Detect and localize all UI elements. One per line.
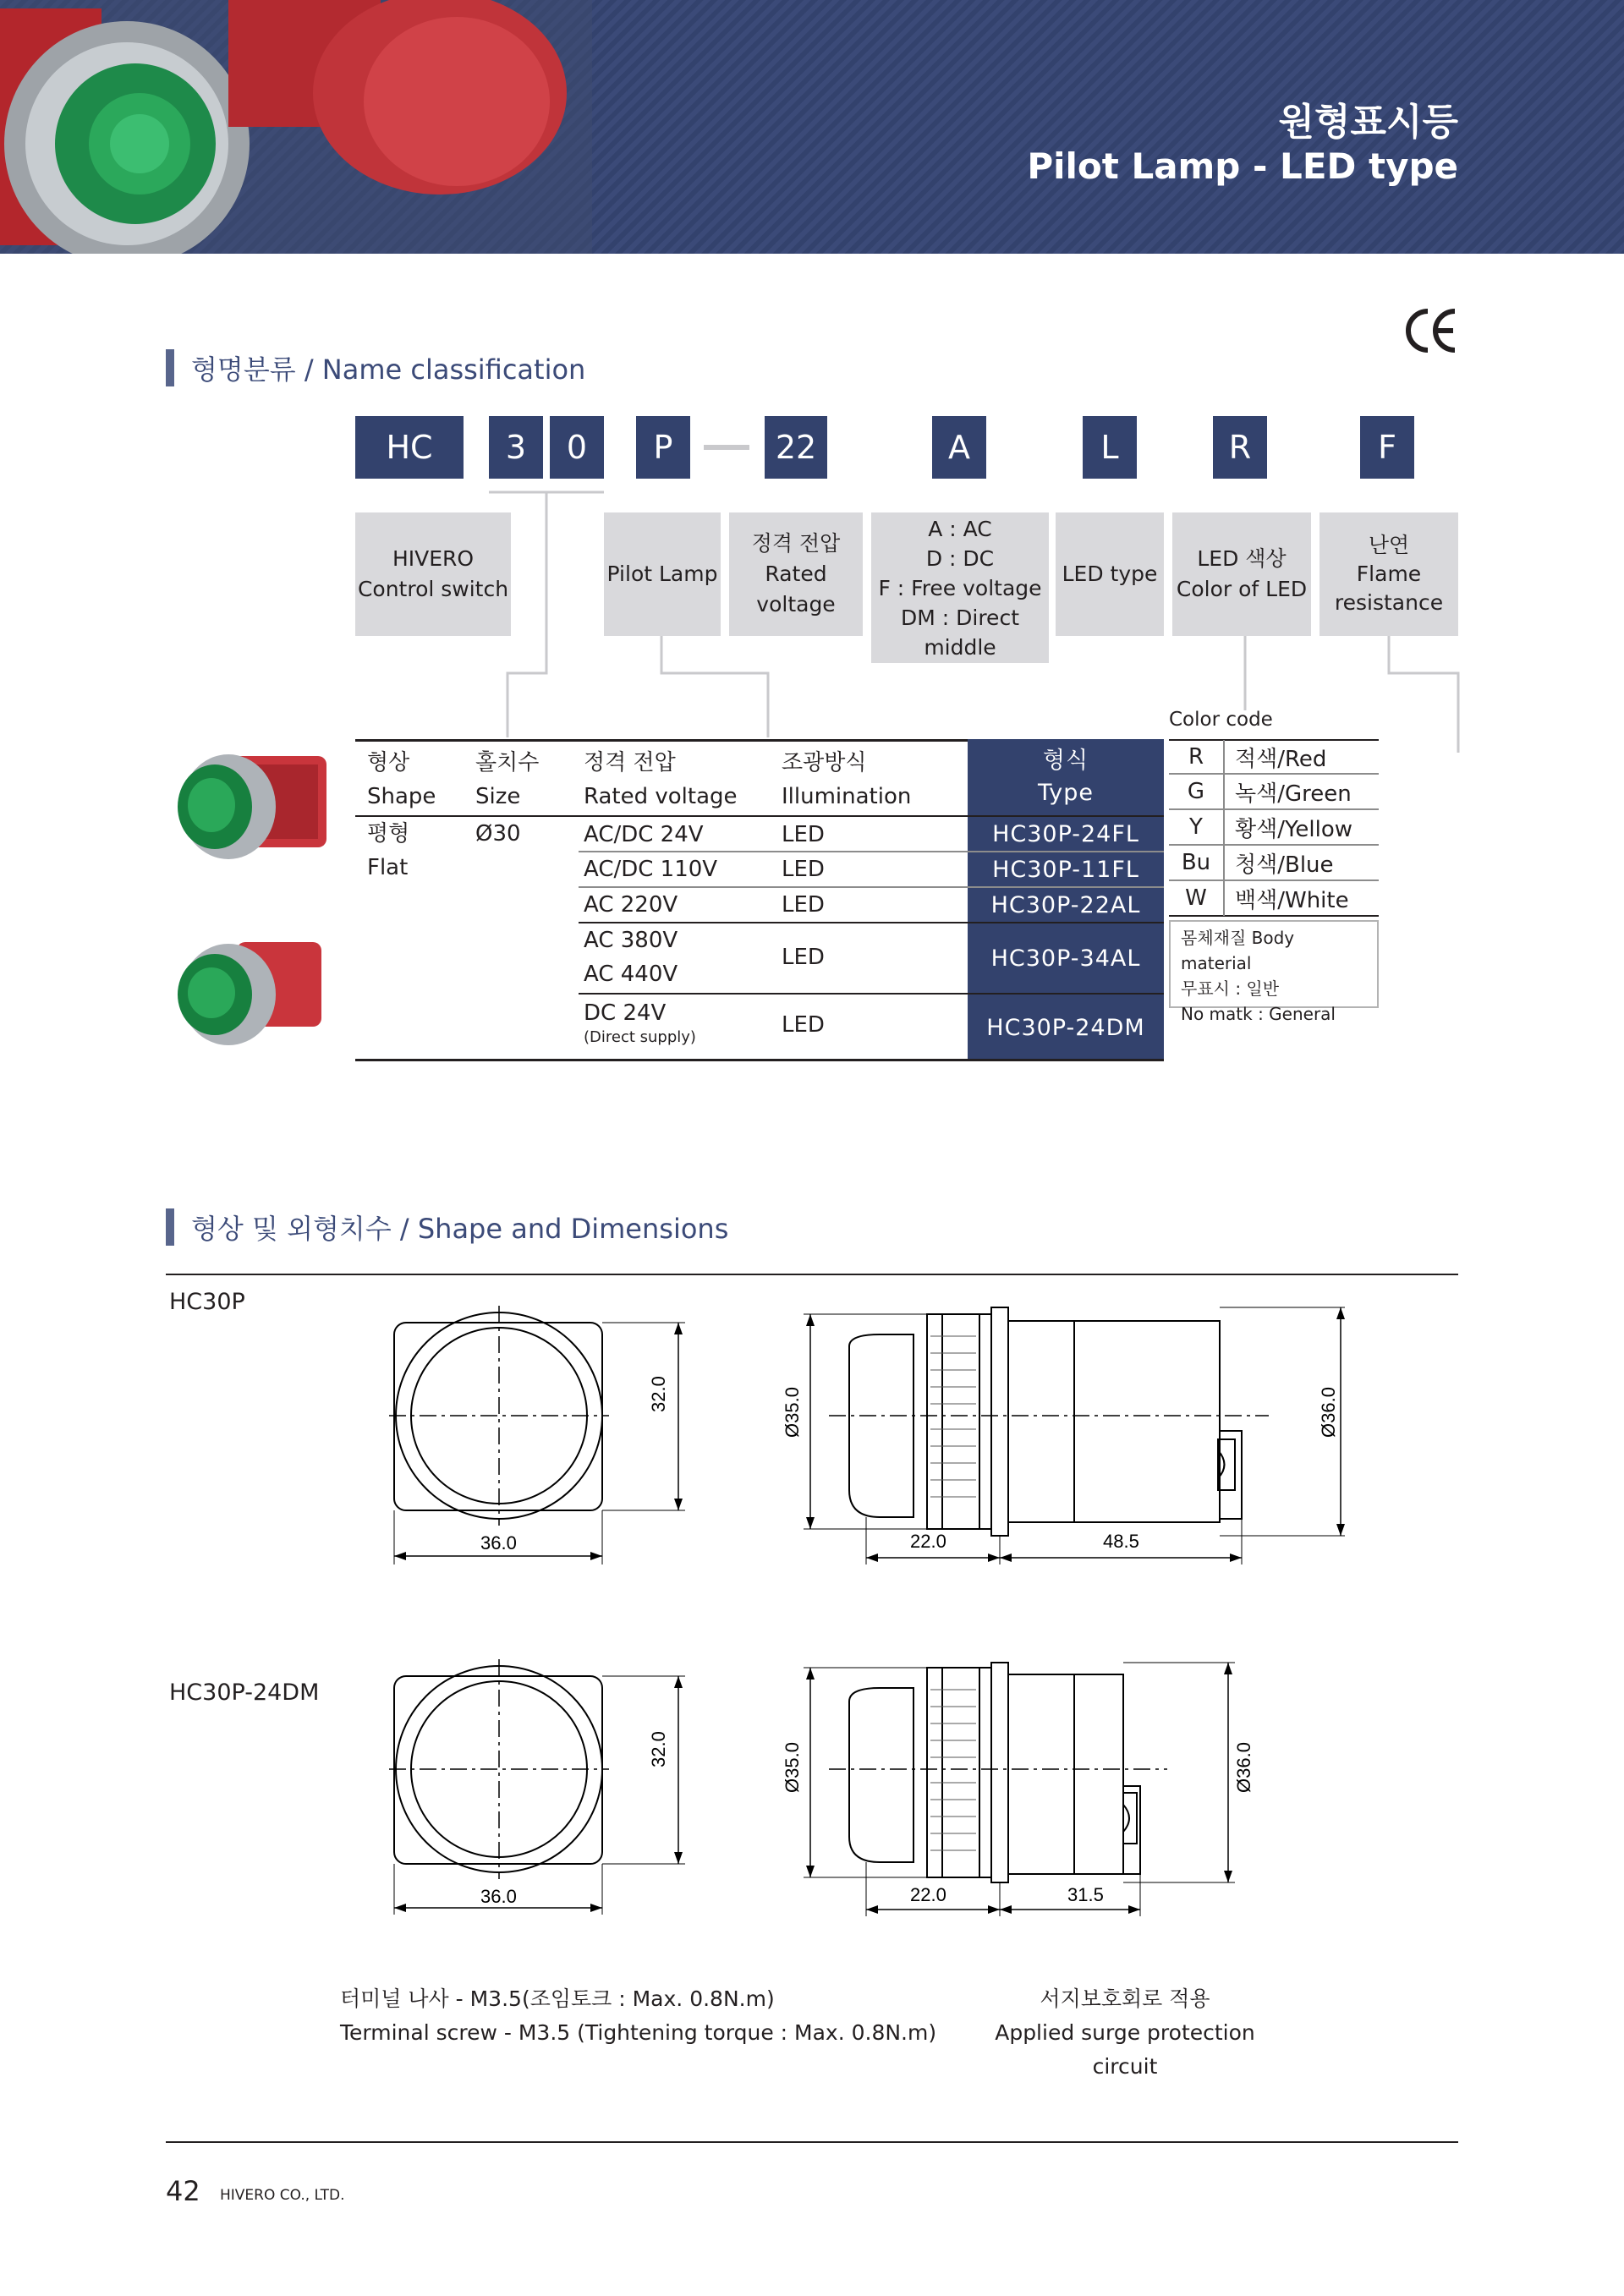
dim-side-len1-1: 22.0 <box>910 1531 946 1552</box>
color-code-key: Y <box>1169 809 1225 845</box>
color-code-row <box>1169 775 1379 810</box>
header-size-kr: 홀치수 <box>475 750 540 775</box>
code-box-3: 3 <box>489 416 543 479</box>
color-code-name: 적색/Red <box>1235 746 1327 772</box>
color-code-table <box>1169 741 1379 917</box>
desc-hivero-line1: HIVERO <box>392 546 475 571</box>
body-material-box <box>1169 920 1379 1024</box>
product-photo-banner <box>0 0 592 254</box>
dim-side-dia2-2: Ø36.0 <box>1233 1742 1254 1793</box>
page-title-en: Pilot Lamp - LED type <box>1027 145 1458 187</box>
desc-flame-line3: resistance <box>1334 590 1444 615</box>
code-box-0: 0 <box>550 416 604 479</box>
desc-led-type-line1: LED type <box>1062 562 1158 586</box>
desc-voltage-type-free: F : Free voltage <box>878 575 1042 600</box>
body-material-en: No matk : General <box>1181 1004 1336 1024</box>
desc-hivero-line2: Control switch <box>357 577 509 601</box>
front-view-drawing-1 <box>372 1285 710 1564</box>
row1-type: HC30P-24FL <box>968 817 1164 851</box>
dim-side-dia1-2: Ø35.0 <box>782 1742 803 1793</box>
section-title-text: 형명분류 / Name classification <box>191 353 586 386</box>
section-bar <box>166 349 174 386</box>
dim-side-len2-2: 31.5 <box>1067 1884 1104 1905</box>
color-code-title: Color code <box>1169 709 1273 731</box>
color-code-key: W <box>1169 880 1225 916</box>
front-view-drawing-2 <box>372 1644 710 1923</box>
desc-voltage-type-middle: middle <box>924 634 996 660</box>
dim-front-width-2: 36.0 <box>480 1886 517 1907</box>
row3-illum: LED <box>782 892 825 918</box>
connector-lines <box>0 482 1624 753</box>
color-code-name: 백색/White <box>1235 887 1349 913</box>
side-view-drawing-1 <box>795 1285 1370 1564</box>
desc-flame-line2: Flame <box>1356 562 1422 586</box>
color-code-name: 황색/Yellow <box>1235 816 1353 842</box>
desc-voltage-type-ac: A : AC <box>928 516 992 541</box>
side-view-drawing-2 <box>795 1644 1269 1923</box>
table-shape-value <box>367 817 409 885</box>
desc-flame-line1: 난연 <box>1368 533 1410 557</box>
header-shape-en: Shape <box>367 784 436 809</box>
section-title-text: 형상 및 외형치수 / Shape and Dimensions <box>191 1213 729 1245</box>
section-rule <box>166 1274 1458 1275</box>
color-code-row <box>1169 846 1379 881</box>
table-header-illumination <box>782 746 911 814</box>
row3-voltage: AC 220V <box>584 892 678 918</box>
drawing-label-hc30p: HC30P <box>169 1289 245 1315</box>
surge-note-kr: 서지보호회로 적용 <box>1040 1986 1210 2011</box>
body-material-title: 몸체재질 Body material <box>1181 928 1295 973</box>
product-photo-24v <box>161 744 347 863</box>
code-box-p: P <box>636 416 690 479</box>
row2-voltage: AC/DC 110V <box>584 857 718 882</box>
color-code-key: Bu <box>1169 845 1225 880</box>
table-header-shape <box>367 746 436 814</box>
dim-front-height-2: 32.0 <box>648 1731 669 1767</box>
row1-illum: LED <box>782 822 825 847</box>
desc-led-color-line1: LED 색상 <box>1197 546 1287 571</box>
row1-voltage: AC/DC 24V <box>584 822 704 847</box>
header-size-en: Size <box>475 784 521 809</box>
terminal-note-kr: 터미널 나사 - M3.5(조임토크 : Max. 0.8N.m) <box>340 1986 775 2011</box>
desc-pilot-lamp-line1: Pilot Lamp <box>606 562 718 586</box>
surge-note <box>973 1982 1277 2084</box>
footer-company: HIVERO CO., LTD. <box>220 2187 345 2204</box>
row4-voltage-1: AC 380V <box>584 928 678 953</box>
row5-note: (Direct supply) <box>584 1028 696 1046</box>
table-header-voltage <box>584 746 738 814</box>
code-box-22: 22 <box>765 416 827 479</box>
shape-value-kr: 평형 <box>367 821 410 847</box>
row5-illum: LED <box>782 1012 825 1038</box>
color-code-row <box>1169 810 1379 846</box>
row4-type: HC30P-34AL <box>968 923 1164 993</box>
row5-voltage: DC 24V <box>584 1000 667 1026</box>
color-code-row <box>1169 881 1379 917</box>
dim-side-dia1-1: Ø35.0 <box>782 1387 803 1438</box>
row3-type: HC30P-22AL <box>968 888 1164 922</box>
dim-side-len1-2: 22.0 <box>910 1884 946 1905</box>
dim-side-len2-1: 48.5 <box>1103 1531 1139 1552</box>
section-title-shape-dimensions <box>166 1208 728 1247</box>
row4-voltage-2: AC 440V <box>584 962 678 987</box>
terminal-note <box>340 1982 936 2050</box>
code-box-f: F <box>1360 416 1414 479</box>
row4-voltage <box>584 923 678 991</box>
dim-front-height-1: 32.0 <box>648 1376 669 1412</box>
header-type-en: Type <box>1037 780 1094 806</box>
body-material-kr: 무표시 : 일반 <box>1181 978 1280 999</box>
header-voltage-kr: 정격 전압 <box>584 750 676 775</box>
desc-rated-voltage-line1: 정격 전압 <box>751 531 841 556</box>
code-box-r: R <box>1213 416 1267 479</box>
shape-value-en: Flat <box>367 855 409 880</box>
header-illum-en: Illumination <box>782 784 912 809</box>
dim-side-dia2-1: Ø36.0 <box>1318 1387 1339 1438</box>
ce-mark-icon <box>1404 306 1458 355</box>
desc-rated-voltage-line2: Rated voltage <box>756 562 836 616</box>
section-bar <box>166 1208 174 1246</box>
header-voltage-en: Rated voltage <box>584 784 738 809</box>
surge-note-en: Applied surge protection circuit <box>995 2020 1255 2079</box>
product-photo-24dm <box>161 930 347 1049</box>
table-header-size <box>475 746 539 814</box>
color-code-key: G <box>1169 774 1225 809</box>
code-dash <box>704 445 749 450</box>
terminal-note-en: Terminal screw - M3.5 (Tightening torque : Max. 0.8N.m) <box>340 2020 937 2045</box>
row5-type: HC30P-24DM <box>968 995 1164 1060</box>
row2-type: HC30P-11FL <box>968 852 1164 886</box>
header-shape-kr: 형상 <box>367 750 410 775</box>
code-box-l: L <box>1083 416 1137 479</box>
header-type-kr: 형식 <box>1042 748 1089 774</box>
header-banner <box>0 0 1624 254</box>
header-illum-kr: 조광방식 <box>782 750 867 775</box>
code-box-a: A <box>932 416 986 479</box>
table-bottom-rule <box>355 1059 1164 1061</box>
dim-front-width-1: 36.0 <box>480 1532 517 1553</box>
color-code-name: 녹색/Green <box>1235 781 1352 807</box>
code-box-hc: HC <box>355 416 464 479</box>
footer-rule <box>166 2141 1458 2143</box>
page-title-kr: 원형표시등 <box>1278 101 1458 144</box>
row2-illum: LED <box>782 857 825 882</box>
color-code-row <box>1169 741 1379 775</box>
page-number: 42 <box>166 2175 200 2207</box>
table-size-value: Ø30 <box>475 821 521 847</box>
drawing-label-hc30p-24dm: HC30P-24DM <box>169 1680 320 1706</box>
color-code-key: R <box>1169 740 1225 774</box>
desc-voltage-type-dc: D : DC <box>925 545 995 571</box>
section-title-name-classification <box>166 348 585 387</box>
color-code-name: 청색/Blue <box>1235 852 1334 878</box>
desc-voltage-type-direct: DM : Direct <box>901 605 1019 630</box>
row4-illum: LED <box>782 945 825 970</box>
table-header-type <box>968 739 1164 815</box>
desc-led-color-line2: Color of LED <box>1176 577 1308 601</box>
